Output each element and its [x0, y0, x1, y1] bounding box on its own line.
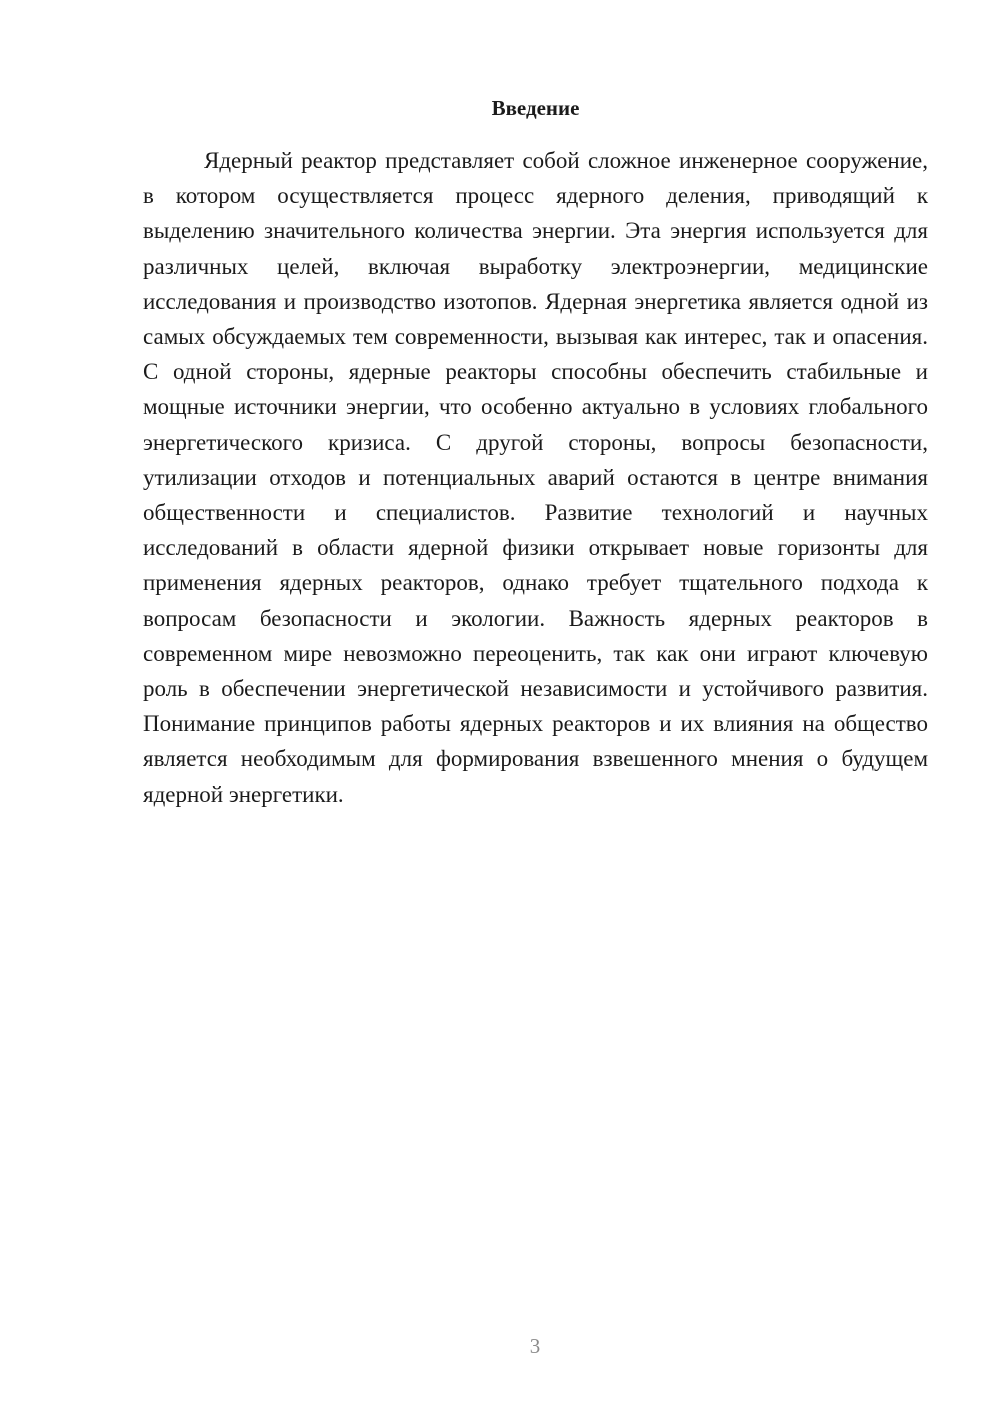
body-paragraph: Ядерный реактор представляет собой сложное инженерное сооружение, в котором осуществляется процесс ядерного деления, приводящий к выделению значительного количества энергии. Эта энергия используется для различных целей, включая выработку электроэнергии, медицинские исследования и производство изотопов. Ядерная энергетика является одной из самых обсуждаемых тем современности, вызывая как интерес, так и опасения. С одной стороны, ядерные реакторы способны обеспечить стабильные и мощные источники энергии, что особенно актуально в условиях глобального энергетического кризиса. С другой стороны, вопросы безопасности, утилизации отходов и потенциальных аварий остаются в центре внимания общественности и специалистов. Развитие технологий и научных исследований в области ядерной физики открывает новые горизонты для применения ядерных реакторов, однако требует тщательного подхода к вопросам безопасности и экологии. Важность ядерных реакторов в современном мире невозможно переоценить, так как они играют ключевую роль в обеспечении энергетической независимости и устойчивого развития. Понимание принципов работы ядерных реакторов и их влияния на общество является необходимым для формирования взвешенного мнения о будущем ядерной энергетики.	[143, 148, 928, 807]
page-number: 3	[529, 1334, 541, 1358]
section-heading: Введение	[491, 96, 580, 120]
